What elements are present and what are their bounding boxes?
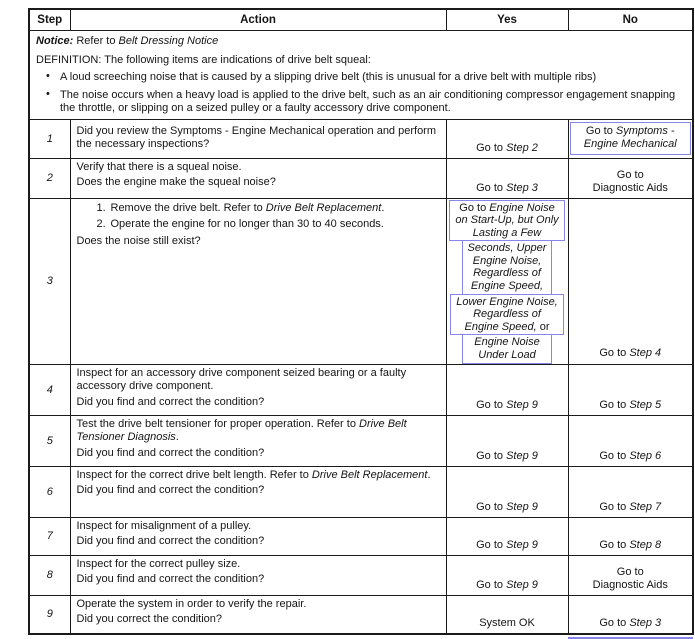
action-cell xyxy=(70,364,446,415)
action-text: Inspect for misalignment of a pulley. xyxy=(76,519,252,532)
notice-text: Refer to xyxy=(73,35,119,47)
link-line: Engine Noise xyxy=(474,336,540,349)
goto-target: Step 9 xyxy=(506,398,538,411)
step-number: 3 xyxy=(29,198,70,364)
bullet-icon: • xyxy=(46,70,50,82)
goto-text: Go to xyxy=(599,500,630,513)
bullet-text: A loud screeching noise that is caused by a slipping drive belt (this is unusual for a drive belt with multiple ribs) xyxy=(60,71,597,83)
col-header-step: Step xyxy=(29,9,70,31)
link-line: Under Load xyxy=(478,349,536,362)
action-text: Verify that there is a squeal noise. xyxy=(76,160,242,173)
result-text: System OK xyxy=(479,616,535,629)
action-text: Did you review the Symptoms - Engine Mechanical operation and perform the necessary inspections? xyxy=(76,124,437,150)
yes-cell xyxy=(446,158,568,198)
link-annotation-underline[interactable] xyxy=(568,637,694,639)
no-cell xyxy=(568,595,693,634)
link-annotation-box[interactable] xyxy=(450,294,564,336)
goto-target: Step 2 xyxy=(506,141,538,154)
action-question: Does the noise still exist? xyxy=(76,234,201,247)
action-cell xyxy=(70,158,446,198)
action-question: Does the engine make the squeal noise? xyxy=(76,176,276,188)
action-reference: Drive Belt Replacement xyxy=(311,468,428,481)
no-cell xyxy=(568,555,693,595)
link-line: on Start-Up, but Only xyxy=(455,214,559,227)
scanned-diagnostic-page xyxy=(28,8,692,635)
link-annotation-group xyxy=(447,200,568,364)
action-list-item xyxy=(77,218,442,232)
goto-text: Go to xyxy=(476,538,507,551)
action-text xyxy=(77,418,442,445)
goto-target: Engine Noise xyxy=(489,201,555,214)
step-row-5 xyxy=(29,415,693,466)
goto-target: Step 5 xyxy=(629,398,662,411)
step-number: 1 xyxy=(29,119,70,158)
list-text: Operate the engine for no longer than 30 to 40 seconds. xyxy=(110,218,384,230)
goto-text: Go to xyxy=(476,500,507,513)
definition-line: DEFINITION: The following items are indications of drive belt squeal: xyxy=(36,53,371,66)
no-cell xyxy=(568,198,693,364)
action-cell xyxy=(70,555,446,595)
notice-label: Notice: xyxy=(36,35,74,47)
action-text-start: Test the drive belt tensioner for proper operation. Refer to xyxy=(76,417,359,430)
goto-text: Go to xyxy=(476,141,507,154)
goto-text: Go to xyxy=(476,398,507,411)
col-header-action: Action xyxy=(70,9,446,31)
no-cell xyxy=(568,466,693,517)
step-number: 5 xyxy=(29,415,70,466)
action-question: Did you correct the condition? xyxy=(76,613,223,626)
link-annotation-box[interactable] xyxy=(570,122,692,155)
no-cell xyxy=(568,364,693,415)
step-row-6 xyxy=(29,466,693,517)
step-number: 6 xyxy=(29,466,70,517)
action-text: Operate the system in order to verify the repair. xyxy=(76,597,307,610)
bullet-text: The noise occurs when a heavy load is applied to the drive belt, such as an air conditioning compressor engagement snapping the throttle, or slipping on a seized pulley or a faulty accessory drive component. xyxy=(60,88,676,114)
goto-text: Go to xyxy=(476,449,507,462)
yes-cell xyxy=(446,364,568,415)
step-number: 7 xyxy=(29,517,70,555)
action-reference: Drive Belt Tensioner Diagnosis xyxy=(76,417,407,444)
col-header-yes: Yes xyxy=(446,9,568,31)
action-question: Did you find and correct the condition? xyxy=(76,446,265,459)
action-text-end: . xyxy=(175,431,179,444)
goto-target: Step 4 xyxy=(629,346,662,359)
action-list-item xyxy=(77,202,442,216)
list-number: 1. xyxy=(96,201,106,214)
goto-target: Symptoms - Engine Mechanical xyxy=(583,125,677,150)
action-cell xyxy=(70,595,446,634)
action-cell xyxy=(70,517,446,555)
action-text-start: Inspect for the correct drive belt length. Refer to xyxy=(76,468,312,481)
step-row-8 xyxy=(29,555,693,595)
link-line: Regardless of xyxy=(473,267,541,280)
goto-target: Step 8 xyxy=(629,538,662,551)
action-question: Did you find and correct the condition? xyxy=(76,573,265,586)
step-row-2 xyxy=(29,158,693,198)
yes-cell xyxy=(446,415,568,466)
step-row-1 xyxy=(29,119,693,158)
goto-text: Go to xyxy=(476,578,507,591)
no-cell xyxy=(568,517,693,555)
yes-cell xyxy=(446,466,568,517)
yes-cell xyxy=(446,198,568,364)
goto-target: Step 9 xyxy=(506,449,538,462)
yes-cell xyxy=(446,119,568,158)
step-row-3 xyxy=(29,198,693,364)
notice-line xyxy=(36,35,686,49)
goto-target: Step 3 xyxy=(629,616,662,629)
notice-cell xyxy=(29,31,693,120)
step-row-4 xyxy=(29,364,693,415)
goto-target: Step 6 xyxy=(629,449,662,462)
link-line: Lower Engine Noise, xyxy=(456,295,558,308)
step-number: 2 xyxy=(29,158,70,198)
goto-target: Step 9 xyxy=(506,578,538,591)
notice-row xyxy=(29,31,693,120)
step-number: 9 xyxy=(29,595,70,634)
link-line xyxy=(451,321,563,334)
goto-target: Engine Speed, xyxy=(464,320,537,333)
link-line: Engine Noise, xyxy=(472,254,542,267)
bullet-item xyxy=(36,89,686,116)
action-text: Inspect for an accessory drive component seized bearing or a faulty accessory drive component. xyxy=(76,366,407,393)
goto-text: Go to xyxy=(616,168,644,181)
link-line: Engine Speed, xyxy=(470,280,544,293)
goto-text: Go to xyxy=(599,538,630,551)
action-text xyxy=(77,469,442,483)
action-text: Inspect for the correct pulley size. xyxy=(76,557,241,570)
link-annotation-box[interactable] xyxy=(462,240,552,294)
no-cell xyxy=(568,415,693,466)
goto-text: Go to xyxy=(459,201,490,214)
list-text-end: . xyxy=(381,201,385,214)
goto-text: Go to xyxy=(599,398,630,411)
yes-cell xyxy=(446,517,568,555)
bullet-icon: • xyxy=(46,87,50,100)
step-row-7 xyxy=(29,517,693,555)
no-cell xyxy=(568,158,693,198)
goto-text: Go to xyxy=(599,346,630,359)
goto-text: Go to xyxy=(585,125,616,137)
link-line: Lasting a Few xyxy=(472,226,542,239)
header-row xyxy=(29,9,693,31)
link-annotation-box[interactable] xyxy=(449,200,565,242)
action-question: Did you find and correct the condition? xyxy=(76,535,265,548)
bullet-item xyxy=(36,71,686,85)
link-line xyxy=(450,202,564,215)
notice-reference: Belt Dressing Notice xyxy=(118,35,219,47)
goto-text: Go to xyxy=(616,565,644,578)
action-text-end: . xyxy=(427,468,431,481)
goto-target: Diagnostic Aids xyxy=(592,578,668,591)
link-line: Seconds, Upper xyxy=(467,242,547,255)
goto-target: Step 7 xyxy=(629,500,662,513)
goto-text: Go to xyxy=(599,616,630,629)
goto-target: Step 3 xyxy=(506,181,538,194)
goto-text: or xyxy=(536,320,550,333)
goto-target: Step 9 xyxy=(506,500,538,513)
col-header-no: No xyxy=(568,9,693,31)
action-question: Did you find and correct the condition? xyxy=(76,484,265,497)
list-reference: Drive Belt Replacement xyxy=(265,201,382,214)
list-text: Remove the drive belt. Refer to xyxy=(110,201,266,214)
link-line: Regardless of xyxy=(473,308,541,321)
list-number: 2. xyxy=(96,218,106,230)
step-number: 8 xyxy=(29,555,70,595)
action-cell xyxy=(70,198,446,364)
goto-text: Go to xyxy=(476,181,507,194)
action-cell xyxy=(70,466,446,517)
no-cell xyxy=(568,119,693,158)
action-question: Did you find and correct the condition? xyxy=(76,395,265,408)
diagnostic-table xyxy=(28,8,694,635)
goto-text: Go to xyxy=(599,449,630,462)
step-number: 4 xyxy=(29,364,70,415)
action-cell xyxy=(70,119,446,158)
goto-target: Diagnostic Aids xyxy=(592,181,668,194)
step-row-9 xyxy=(29,595,693,634)
yes-cell xyxy=(446,555,568,595)
yes-cell xyxy=(446,595,568,634)
goto-target: Step 9 xyxy=(506,538,538,551)
action-cell xyxy=(70,415,446,466)
link-annotation-box[interactable] xyxy=(462,334,552,363)
